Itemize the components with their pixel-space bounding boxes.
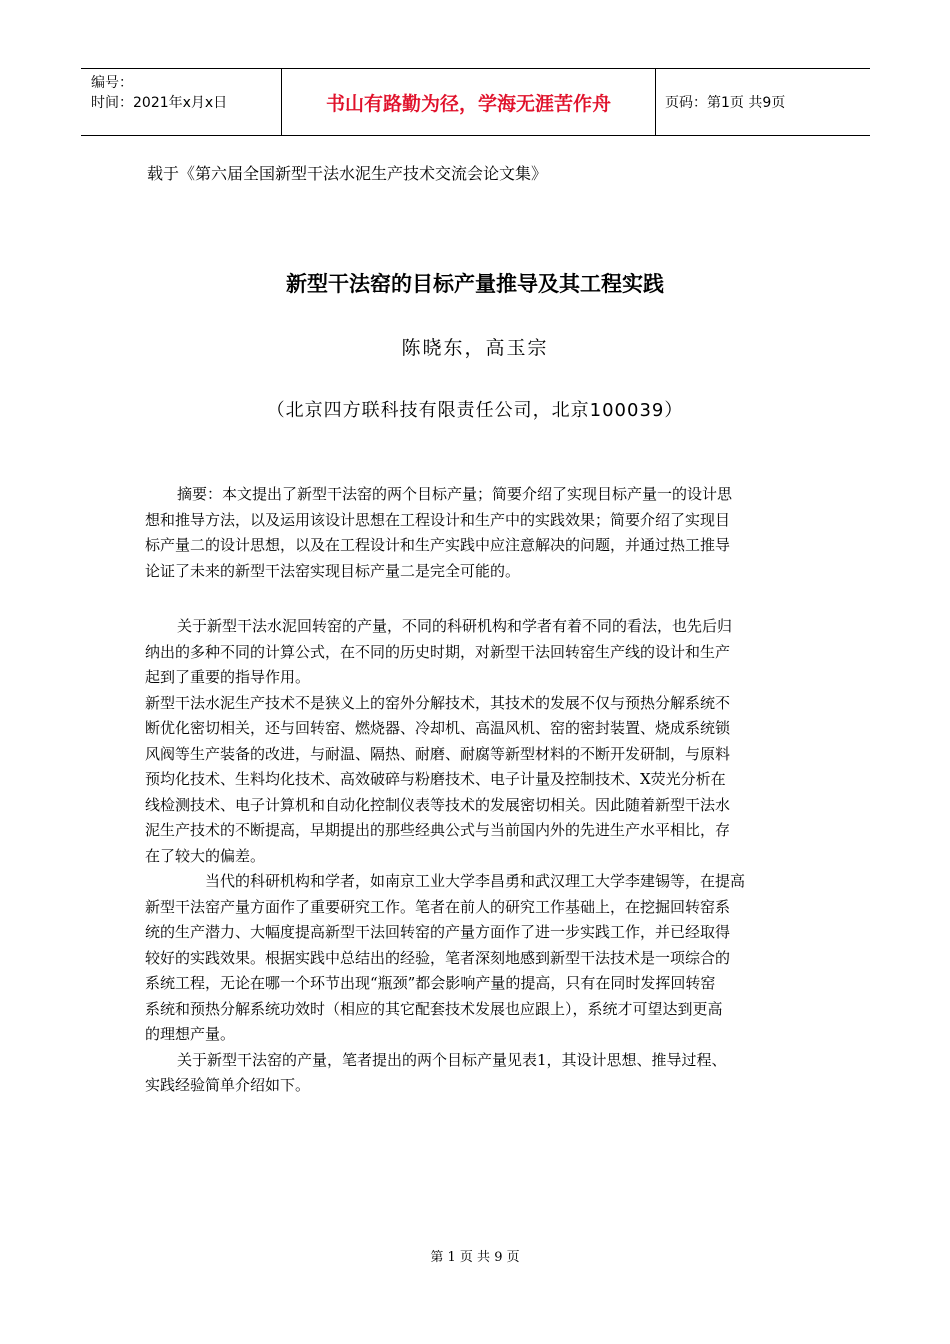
abstract-line: 摘要：本文提出了新型干法窑的两个目标产量；简要介绍了实现目标产量一的设计思 bbox=[177, 485, 733, 503]
abstract bbox=[145, 482, 811, 584]
paragraph-line: 在了较大的偏差。 bbox=[145, 846, 266, 865]
header-page bbox=[656, 69, 870, 135]
paragraph-line: 预均化技术、生料均化技术、高效破碎与粉磨技术、电子计量及控制技术、X荧光分析在 bbox=[145, 770, 726, 788]
abstract-line: 想和推导方法，以及运用该设计思想在工程设计和生产中的实践效果；简要介绍了实现目 bbox=[145, 510, 731, 529]
paragraph-line: 新型干法水泥生产技术不是狭义上的窑外分解技术，其技术的发展不仅与预热分解系统不 bbox=[145, 693, 731, 712]
page-label: 页码：第1页 共9页 bbox=[665, 95, 786, 111]
motto-text: 书山有路勤为径，学海无涯苦作舟 bbox=[325, 92, 611, 115]
paragraph-line: 纳出的多种不同的计算公式，在不同的历史时期，对新型干法回转窑生产线的设计和生产 bbox=[145, 642, 731, 661]
paragraph-line: 统的生产潜力、大幅度提高新型干法回转窑的产量方面作了进一步实践工作，并已经取得 bbox=[145, 923, 731, 941]
paragraph-line: 新型干法窑产量方面作了重要研究工作。笔者在前人的研究工作基础上，在挖掘回转窑系 bbox=[145, 897, 731, 916]
number-label: 编号： bbox=[91, 75, 133, 91]
paragraph-line: 风阀等生产装备的改进，与耐温、隔热、耐磨、耐腐等新型材料的不断开发研制，与原料 bbox=[145, 744, 731, 763]
header-meta bbox=[81, 69, 282, 135]
header-motto bbox=[282, 69, 656, 135]
paragraph-line: 实践经验简单介绍如下。 bbox=[145, 1076, 311, 1094]
page-header bbox=[81, 68, 870, 136]
paragraph-line: 起到了重要的指导作用。 bbox=[145, 668, 311, 686]
paragraph-line: 断优化密切相关，还与回转窑、燃烧器、冷却机、高温风机、窑的密封装置、烧成系统锁 bbox=[145, 719, 731, 737]
paragraph-line: 泥生产技术的不断提高，早期提出的那些经典公式与当前国内外的先进生产水平相比，存 bbox=[145, 821, 731, 839]
date-label: 时间：2021年x月x日 bbox=[91, 95, 228, 111]
paragraph-line: 较好的实践效果。根据实践中总结出的经验，笔者深刻地感到新型干法技术是一项综合的 bbox=[145, 948, 731, 967]
paragraph-line: 关于新型干法窑的产量，笔者提出的两个目标产量见表1，其设计思想、推导过程、 bbox=[177, 1050, 727, 1069]
authors: 陈晓东，高玉宗 bbox=[401, 337, 549, 359]
affiliation: （北京四方联科技有限责任公司，北京100039） bbox=[266, 400, 684, 421]
paragraph-line: 系统和预热分解系统功效时（相应的其它配套技术发展也应跟上），系统才可望达到更高 bbox=[145, 999, 723, 1018]
abstract-line: 标产量二的设计思想，以及在工程设计和生产实践中应注意解决的问题，并通过热工推导 bbox=[145, 536, 731, 554]
page-footer: 第 1 页 共 9 页 bbox=[430, 1250, 520, 1265]
paragraph-line: 关于新型干法水泥回转窑的产量，不同的科研机构和学者有着不同的看法，也先后归 bbox=[177, 617, 733, 635]
paragraph-line: 的理想产量。 bbox=[145, 1025, 236, 1043]
paragraph-line: 当代的科研机构和学者，如南京工业大学李昌勇和武汉理工大学李建锡等，在提高 bbox=[205, 872, 746, 890]
source-line: 载于《第六届全国新型干法水泥生产技术交流会论文集》 bbox=[147, 164, 548, 183]
paragraph-line: 线检测技术、电子计算机和自动化控制仪表等技术的发展密切相关。因此随着新型干法水 bbox=[145, 795, 731, 814]
paragraph-line: 系统工程，无论在哪一个环节出现“瓶颈”都会影响产量的提高，只有在同时发挥回转窑 bbox=[145, 974, 716, 992]
abstract-line: 论证了未来的新型干法窑实现目标产量二是完全可能的。 bbox=[145, 561, 521, 580]
main-text bbox=[145, 614, 811, 1099]
paper-title: 新型干法窑的目标产量推导及其工程实践 bbox=[286, 271, 664, 296]
